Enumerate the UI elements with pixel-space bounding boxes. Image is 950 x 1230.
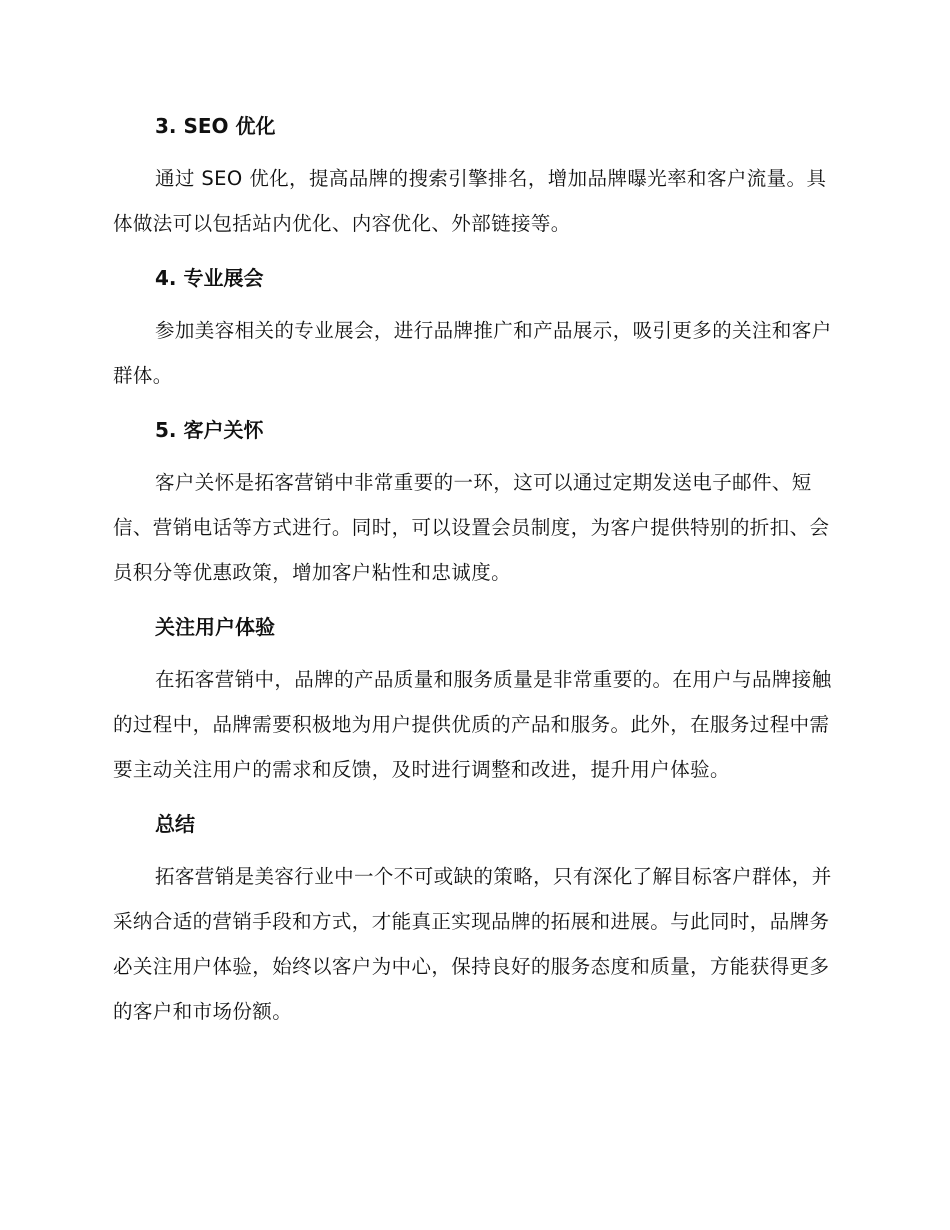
section-heading-customer-care: 5. 客户关怀 xyxy=(155,418,264,442)
section-heading-seo: 3. SEO 优化 xyxy=(155,114,276,138)
section-paragraph-expo: 参加美容相关的专业展会，进行品牌推广和产品展示，吸引更多的关注和客户群体。 xyxy=(113,319,832,387)
document-body xyxy=(113,104,833,1034)
section-paragraph-summary: 拓客营销是美容行业中一个不可或缺的策略，只有深化了解目标客户群体，并采纳合适的营销手段和方式，才能真正实现品牌的拓展和进展。与此同时，品牌务必关注用户体验，始终以客户为中心，保持良好的服务态度和质量，方能获得更多的客户和市场份额。 xyxy=(113,865,832,1023)
section-paragraph-seo: 通过 SEO 优化，提高品牌的搜索引擎排名，增加品牌曝光率和客户流量。具体做法可以包括站内优化、内容优化、外部链接等。 xyxy=(113,167,827,235)
section-heading-user-experience: 关注用户体验 xyxy=(155,615,275,639)
section-heading-expo: 4. 专业展会 xyxy=(155,266,264,290)
section-paragraph-user-experience: 在拓客营销中，品牌的产品质量和服务质量是非常重要的。在用户与品牌接触的过程中，品牌需要积极地为用户提供优质的产品和服务。此外，在服务过程中需要主动关注用户的需求和反馈，及时进行调整和改进，提升用户体验。 xyxy=(113,668,832,781)
section-paragraph-customer-care: 客户关怀是拓客营销中非常重要的一环，这可以通过定期发送电子邮件、短信、营销电话等方式进行。同时，可以设置会员制度，为客户提供特别的折扣、会员积分等优惠政策，增加客户粘性和忠诚度。 xyxy=(113,471,830,584)
section-heading-summary: 总结 xyxy=(155,812,195,836)
